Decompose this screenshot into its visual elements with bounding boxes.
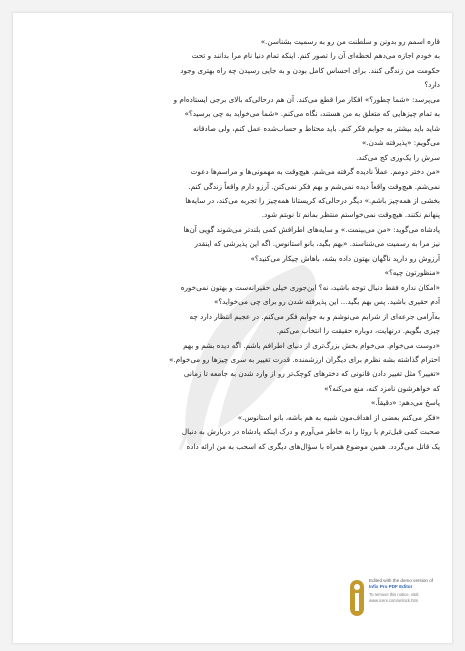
text-line: حکومت من زندگی کنند. برای احساس کامل بودن و به جایی رسیدن چه راه بهتری وجود [180,65,440,75]
stamp-line-2: Infix Pro PDF Editor [369,584,413,589]
document-page [12,12,453,644]
editor-demo-stamp [350,578,450,638]
text-line: آرزوش رو دارید ناگهان بهتون داده بشه، باهاش چیکار می‌کنید؟» [250,253,440,263]
stamp-link[interactable]: www.iceni.com/unlock.htm [369,597,419,603]
text-line: «من دختر دومم. عملاً نادیده گرفته می‌شم. هیچ‌وقت به مهمونی‌ها و مراسم‌ها دعوت [190,167,440,177]
text-line: قاره اسمم رو بدونن و سلطنت من رو به رسمیت بشناسن.» [260,37,440,46]
text-line: احترام گذاشته بشه نظرم برای دیگران ارزشمنده. قدرت تغییر به سری چیزها رو می‌خوام.» [169,354,440,364]
text-line: نمی‌شم. هیچ‌وقت واقعاً دیده نمی‌شم و بهم فکر نمی‌کنن. آرزو دارم واقعاً زندگی کنم. [188,181,440,191]
text-line: پادشاه می‌گوید: «من می‌بینمت.» و سایه‌های اطرافش کمی بلندتر می‌شوند گویی آن‌ها [183,224,440,234]
text-line: «تغییر؟ مثل تغییر دادن قانونی که دخترهای کوچک‌تر رو از وارد شدن به جامعه تا زمانی [183,369,440,379]
text-line: «دوست می‌خوام. می‌خوام بخش بزرگ‌تری از دنیای اطرافم باشم. اگه دیده بشم و بهم [183,340,440,350]
text-line: پاسخ می‌دهم: «دقیقاً.» [370,398,440,408]
stamp-line-3: To remove this notice, visit: [369,592,420,597]
text-line: می‌پرسد: «شما چطور؟» افکار مرا قطع می‌کند. آن هم درحالی‌که بالای برجی ایستاده‌ام و [173,94,440,104]
text-line: به خودم اجازه می‌دهم لحظه‌ای آن را تصور کنم. اینکه تمام دنیا نام مرا بدانند و تحت [191,51,440,61]
stamp-line-1: Edited with the demo version of [369,578,434,583]
info-logo-icon [350,580,364,616]
text-line: آدم حقیری باشید. پس بهم بگید... این پذیرفته شدن رو برای چی می‌خواید؟» [213,297,440,307]
text-line: به تمام چیزهایی که متعلق به من هستند، نگاه می‌کنم. «شما می‌خواید به چی برسید؟» [184,109,440,119]
text-line: شاید باید بیشتر به جوابم فکر کنم. باید محتاط و حساب‌شده عمل کنم، ولی صادقانه [193,123,440,133]
text-line: چیزی بگویم. درنهایت، دوباره حقیقت را انتخاب می‌کنم. [276,326,440,336]
text-line: پنهانم نکنند. هیچ‌وقت نمی‌خواستم منتظر بمانم تا نوبتم شود. [261,210,440,220]
text-line: «فکر می‌کنم بعضی از اهداف‌مون شبیه به هم باشه، بانو استانوس.» [237,412,440,422]
text-line: صحبت کمی قبل‌ترم با روئا را به خاطر می‌آورم و درک اینکه پادشاه در دربارش به دنبال [181,427,440,437]
text-line: دارد؟ [424,80,440,90]
text-line: «امکان نداره فقط دنبال توجه باشید، نه؟ این‌جوری خیلی حقیرانه‌ست و بهتون نمی‌خوره [180,282,440,292]
text-line: سرش را یک‌وری کج می‌کند. [356,152,440,162]
text-line: «منظورتون چیه؟» [384,268,440,278]
text-line: بخشی از همه‌چیز باشم.» دیگر درحالی‌که کریستانا همه‌چیز را تجربه می‌کند، در سایه‌ها [185,195,440,205]
body-text [33,35,440,454]
text-line: می‌گویم: «پذیرفته شدن.» [361,138,440,148]
text-line: نیز مرا به رسمیت می‌شناسند. «بهم بگید، بانو استانوس. اگه این پذیرشی که اینقدر [194,239,440,249]
text-line: که خواهرشون نامزد کنه، منع می‌کنه؟» [324,383,440,393]
text-line: یک قاتل می‌گردد. همین موضوع همراه با سؤال‌های دیگری که اسحب به من ارائه داده [186,441,440,451]
text-line: به‌آرامی جرعه‌ای از شرابم می‌نوشم و به جوابم فکر می‌کنم. در عجبم انتظار دارد چه [189,311,440,321]
